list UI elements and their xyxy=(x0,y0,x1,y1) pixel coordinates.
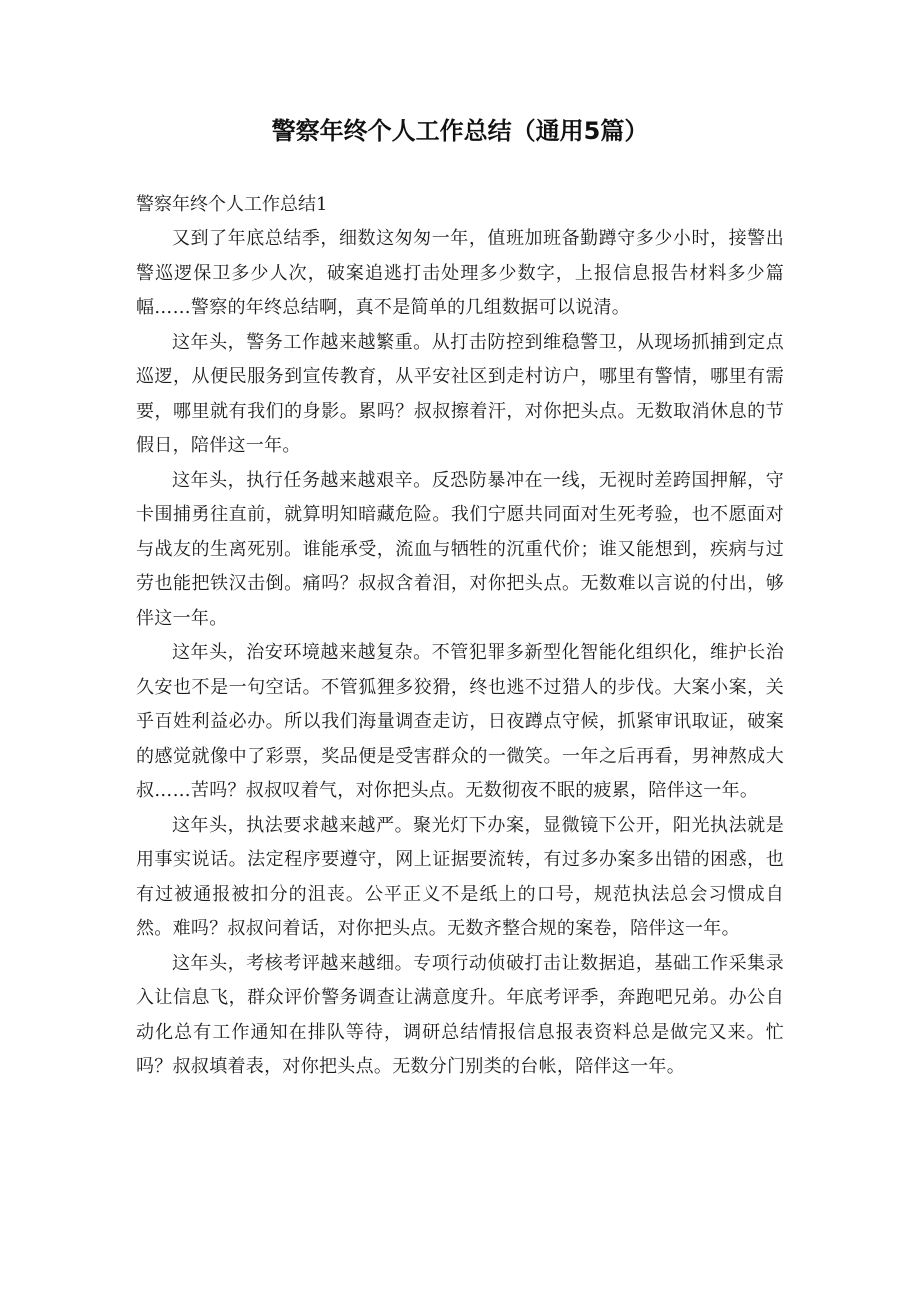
paragraph: 这年头，警务工作越来越繁重。从打击防控到维稳警卫，从现场抓捕到定点巡逻，从便民服务到宣传教育，从平安社区到走村访户，哪里有警情，哪里有需要，哪里就有我们的身影。累吗？叔叔擦着汗，对你把头点。无数取消休息的节假日，陪伴这一年。 xyxy=(136,331,784,456)
paragraph: 这年头，执法要求越来越严。聚光灯下办案，显微镜下公开，阳光执法就是用事实说话。法定程序要遵守，网上证据要流转，有过多办案多出错的困惑，也有过被通报被扣分的沮丧。公平正义不是纸上的口号，规范执法总会习惯成自然。难吗？叔叔问着话，对你把头点。无数齐整合规的案卷，陪伴这一年。 xyxy=(136,814,784,939)
paragraph: 这年头，执行任务越来越艰辛。反恐防暴冲在一线，无视时差跨国押解，守卡围捕勇往直前，就算明知暗藏危险。我们宁愿共同面对生死考验，也不愿面对与战友的生离死别。谁能承受，流血与牺牲的沉重代价；谁又能想到，疾病与过劳也能把铁汉击倒。痛吗？叔叔含着泪，对你把头点。无数难以言说的付出，够伴这一年。 xyxy=(136,469,784,629)
paragraph: 这年头，考核考评越来越细。专项行动侦破打击让数据追，基础工作采集录入让信息飞，群众评价警务调查让满意度升。年底考评季，奔跑吧兄弟。办公自动化总有工作通知在排队等待，调研总结情报信息报表资料总是做完又来。忙吗？叔叔填着表，对你把头点。无数分门别类的台帐，陪伴这一年。 xyxy=(136,952,784,1077)
section-heading: 警察年终个人工作总结1 xyxy=(136,194,328,215)
paragraph: 这年头，治安环境越来越复杂。不管犯罪多新型化智能化组织化，维护长治久安也不是一句空话。不管狐狸多狡猾，终也逃不过猎人的步伐。大案小案，关乎百姓利益必办。所以我们海量调查走访，日夜蹲点守候，抓紧审讯取证，破案的感觉就像中了彩票，奖品便是受害群众的一微笑。一年之后再看，男神熬成大叔……苦吗？叔叔叹着气，对你把头点。无数彻夜不眠的疲累，陪伴这一年。 xyxy=(136,642,784,801)
document-title: 警察年终个人工作总结（通用5篇） xyxy=(271,117,649,145)
paragraph: 又到了年底总结季，细数这匆匆一年，值班加班备勤蹲守多少小时，接警出警巡逻保卫多少人次，破案追逃打击处理多少数字，上报信息报告材料多少篇幅……警察的年终总结啊，真不是简单的几组数据可以说清。 xyxy=(136,228,784,318)
document-body xyxy=(136,222,784,1085)
